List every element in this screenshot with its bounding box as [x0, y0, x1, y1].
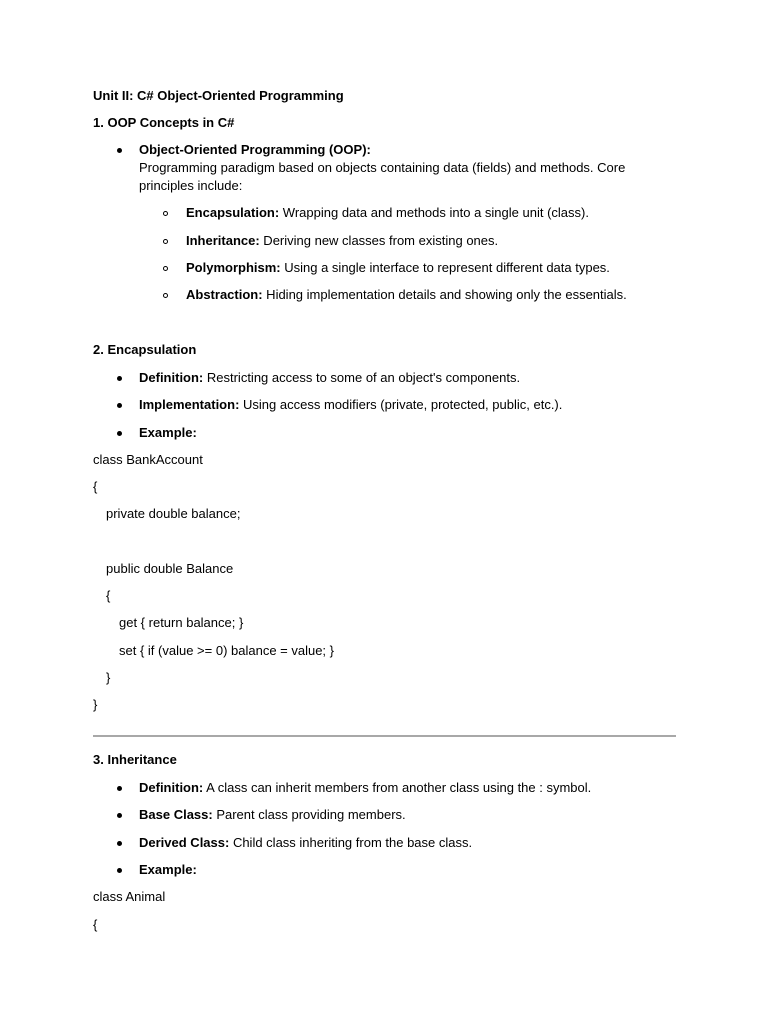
- horizontal-divider: [93, 735, 676, 737]
- circle-bullet-icon: [163, 211, 168, 216]
- circle-bullet-icon: [163, 293, 168, 298]
- code-line: {: [93, 917, 98, 932]
- code-line: private double balance;: [106, 506, 241, 521]
- bullet-icon: [117, 786, 122, 791]
- code-line: get { return balance; }: [119, 615, 244, 630]
- circle-bullet-icon: [163, 239, 168, 244]
- encapsulation-implementation: Implementation: Using access modifiers (private, protected, public, etc.).: [139, 397, 563, 412]
- code-line: class Animal: [93, 889, 166, 904]
- inheritance-derived-class: Derived Class: Child class inheriting from the base class.: [139, 835, 473, 850]
- principle-polymorphism: Polymorphism: Using a single interface to represent different data types.: [186, 260, 610, 275]
- bullet-icon: [117, 376, 122, 381]
- code-line: }: [106, 670, 111, 685]
- section-3-heading: 3. Inheritance: [93, 752, 177, 767]
- bullet-icon: [117, 841, 122, 846]
- code-line: public double Balance: [106, 561, 234, 576]
- inheritance-example: Example:: [139, 862, 197, 877]
- section-2-heading: 2. Encapsulation: [93, 342, 197, 357]
- section-1-heading: 1. OOP Concepts in C#: [93, 115, 235, 130]
- bullet-icon: [117, 403, 122, 408]
- code-line: class BankAccount: [93, 452, 203, 467]
- code-line: set { if (value >= 0) balance = value; }: [119, 643, 335, 658]
- oop-description-line-1: Programming paradigm based on objects containing data (fields) and methods. Core: [139, 160, 626, 175]
- bullet-icon: [117, 813, 122, 818]
- principle-abstraction: Abstraction: Hiding implementation details and showing only the essentials.: [186, 287, 627, 302]
- encapsulation-example: Example:: [139, 425, 197, 440]
- encapsulation-definition: Definition: Restricting access to some of an object's components.: [139, 370, 521, 385]
- circle-bullet-icon: [163, 266, 168, 271]
- inheritance-definition: Definition: A class can inherit members from another class using the : symbol.: [139, 780, 592, 795]
- inheritance-base-class: Base Class: Parent class providing members.: [139, 807, 406, 822]
- code-line: {: [106, 588, 111, 603]
- principle-inheritance: Inheritance: Deriving new classes from existing ones.: [186, 233, 499, 248]
- code-line: {: [93, 479, 98, 494]
- bullet-icon: [117, 868, 122, 873]
- code-line: }: [93, 697, 98, 712]
- bullet-icon: [117, 148, 122, 153]
- oop-label: Object-Oriented Programming (OOP):: [139, 142, 371, 157]
- page-title: Unit II: C# Object-Oriented Programming: [93, 88, 344, 103]
- bullet-icon: [117, 431, 122, 436]
- principle-encapsulation: Encapsulation: Wrapping data and methods into a single unit (class).: [186, 205, 589, 220]
- oop-description-line-2: principles include:: [139, 178, 243, 193]
